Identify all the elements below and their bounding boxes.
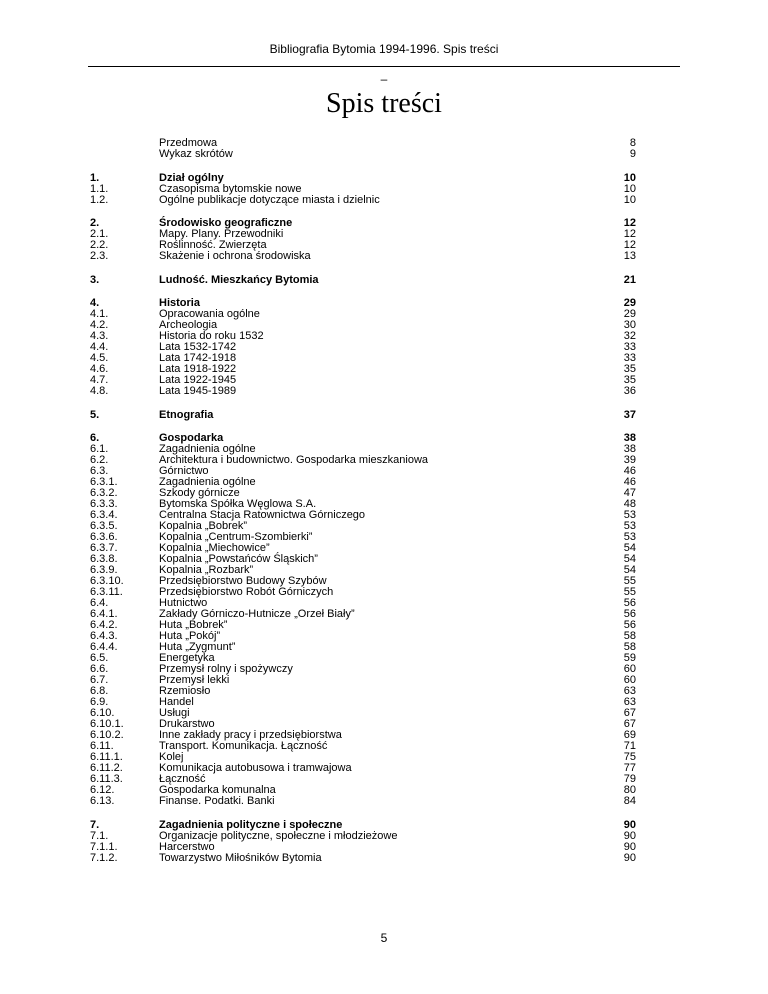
toc-entry-page: 13 [623,250,636,262]
toc-entry-number: 1. [90,171,100,184]
toc-entry-label: Opracowania ogólne [159,308,260,320]
toc-entry-label: Towarzystwo Miłośników Bytomia [159,851,322,864]
toc-entry-label: Łączność [159,773,206,785]
toc-entry-number: 6.2. [90,454,109,466]
toc-entry-label: Przemysł rolny i spożywczy [159,663,293,675]
toc-entry-number: 7.1. [90,829,109,842]
header-rule [88,66,680,67]
toc-entry-number: 6.5. [90,652,109,664]
toc-entry-number: 6.3.4. [90,509,118,521]
toc-entry-label: Zakłady Górniczo-Hutnicze „Orzeł Biały” [159,608,355,620]
toc-entry-page: 60 [623,674,636,686]
toc-entry-row [90,842,636,853]
toc-entry-label: Kopalnia „Powstańców Śląskich” [159,553,318,565]
toc-entry-number: 6.3.11. [90,586,123,598]
toc-section [90,173,636,206]
toc-entry-page: 36 [623,385,636,397]
toc-entry-label: Ogólne publikacje dotyczące miasta i dzielnic [159,193,380,206]
toc-entry-page: 90 [623,829,636,842]
toc-entry-label: Lata 1742-1918 [159,352,237,364]
toc-entry-number: 6.3.8. [90,553,118,565]
toc-entry-label: Huta „Pokój” [159,630,221,642]
toc-entry-page: 90 [623,840,636,853]
toc-entry-page: 80 [623,784,636,796]
toc-chapter-row [90,410,636,421]
toc-entry-label: Dział ogólny [159,171,224,184]
toc-entry-row [90,386,636,397]
toc-entry-label: Kopalnia „Centrum-Szombierki” [159,531,313,543]
toc-entry-page: 38 [623,443,636,455]
toc-entry-page: 48 [623,498,636,510]
toc-entry-page: 53 [623,531,636,543]
toc-entry-label: Rzemiosło [159,685,211,697]
toc-entry-number: 6.3. [90,465,109,477]
toc-entry-label: Kopalnia „Miechowice” [159,542,270,554]
toc-entry-page: 30 [623,319,636,331]
toc-entry-label: Zagadnienia ogólne [159,443,256,455]
toc-section [90,820,636,864]
toc-entry-number: 6.3.1. [90,476,118,488]
toc-entry-page: 63 [623,685,636,697]
toc-entry-number: 7.1.2. [90,851,118,864]
toc-section [90,298,636,397]
toc-entry-number: 6.3.5. [90,520,118,532]
toc-entry-label: Huta „Bobrek” [159,619,228,631]
toc-entry-number: 2. [90,217,100,229]
toc-entry-page: 46 [623,465,636,477]
toc-entry-label: Kopalnia „Rozbark” [159,564,254,576]
toc-entry-page: 37 [623,408,636,421]
toc-entry-number: 6.11.1. [90,751,123,763]
toc-entry-label: Lata 1945-1989 [159,385,237,397]
toc-entry-page: 29 [623,297,636,309]
toc-entry-row [90,831,636,842]
toc-entry-label: Handel [159,696,194,708]
toc-entry-page: 9 [629,148,636,160]
toc-entry-page: 71 [623,740,636,752]
toc-entry-row [90,796,636,807]
toc-entry-page: 77 [623,762,636,774]
toc-entry-page: 55 [623,586,636,598]
toc-entry-page: 33 [623,341,636,353]
toc-entry-label: Organizacje polityczne, społeczne i młodzieżowe [159,829,398,842]
toc-entry-page: 58 [623,630,636,642]
toc-section [90,433,636,807]
toc-entry-label: Komunikacja autobusowa i tramwajowa [159,762,352,774]
toc-entry-label: Wykaz skrótów [159,148,233,160]
toc-entry-page: 53 [623,520,636,532]
toc-entry-page: 29 [623,308,636,320]
toc-entry-label: Kopalnia „Bobrek” [159,520,248,532]
toc-entry-label: Lata 1532-1742 [159,341,237,353]
page-number: 5 [380,931,388,945]
toc-entry-page: 84 [623,795,636,807]
toc-entry-row [90,195,636,206]
toc-entry-page: 35 [623,374,636,386]
toc-entry-page: 63 [623,696,636,708]
header-dash: – [380,72,388,86]
toc-entry-number: 4.1. [90,308,109,320]
toc-entry-number: 4.3. [90,330,109,342]
toc-entry-page: 10 [623,193,636,206]
toc-entry-number: 4.2. [90,319,109,331]
toc-entry-number: 6.13. [90,795,115,807]
toc-entry-number: 2.1. [90,228,109,240]
toc-chapter-row [90,275,636,286]
toc-entry-number: 4.4. [90,341,109,353]
toc-entry-row [90,853,636,864]
toc-entry-label: Przemysł lekki [159,674,230,686]
toc-entry-number: 6.11. [90,740,114,752]
toc-entry-label: Harcerstwo [159,840,215,853]
toc-entry-label: Finanse. Podatki. Banki [159,795,275,807]
toc-entry-page: 54 [623,542,636,554]
toc-entry-label: Zagadnienia ogólne [159,476,256,488]
toc-entry-label: Hutnictwo [159,597,208,609]
toc-section [90,218,636,262]
toc-entry-number: 1.1. [90,182,109,195]
toc-entry-number: 6.10.1. [90,718,124,730]
toc-entry-label: Historia do roku 1532 [159,330,264,342]
toc-entry-number: 6.3.6. [90,531,118,543]
toc-chapter-row [90,820,636,831]
toc-entry-number: 6.10.2. [90,729,124,741]
toc-entry-page: 32 [623,330,636,342]
toc-entry-number: 6.11.3. [90,773,123,785]
toc-entry-label: Szkody górnicze [159,487,240,499]
toc-entry-number: 6.3.2. [90,487,118,499]
page-title: Spis treści [326,88,442,119]
toc-entry-number: 6.12. [90,784,115,796]
toc-entry-label: Huta „Zygmunt” [159,641,236,653]
toc-entry-number: 6.3.10. [90,575,124,587]
toc-entry-label: Przedmowa [159,137,218,149]
toc-entry-page: 10 [623,182,636,195]
toc-entry-page: 75 [623,751,636,763]
toc-entry-page: 90 [623,851,636,864]
toc-entry-number: 4.5. [90,352,109,364]
toc-section [90,275,636,286]
toc-entry-page: 12 [623,228,636,240]
toc-entry-page: 10 [623,171,636,184]
toc-entry-number: 6.10. [90,707,115,719]
toc-entry-number: 6.3.9. [90,564,118,576]
toc-entry-page: 58 [623,641,636,653]
toc-entry-page: 54 [623,564,636,576]
toc-entry-page: 12 [623,239,636,251]
toc-entry-label: Górnictwo [159,465,209,477]
toc-entry-page: 60 [623,663,636,675]
toc-entry-label: Energetyka [159,652,215,664]
toc-entry-page: 35 [623,363,636,375]
toc-entry-page: 21 [623,273,636,286]
toc-entry-label: Historia [159,297,200,309]
toc-entry-number: 6.9. [90,696,109,708]
toc-entry-label: Skażenie i ochrona środowiska [159,250,311,262]
toc-entry-label: Centralna Stacja Ratownictwa Górniczego [159,509,366,521]
toc-entry-page: 59 [623,652,636,664]
toc-entry-number: 6.4.1. [90,608,118,620]
toc-entry-number: 6.7. [90,674,109,686]
toc-entry-page: 12 [623,217,636,229]
toc-entry-label: Kolej [159,751,184,763]
toc-entry-number: 7.1.1. [90,840,118,853]
toc-entry-number: 3. [90,273,100,286]
toc-entry-page: 56 [623,619,636,631]
toc-entry-row [90,184,636,195]
toc-entry-page: 53 [623,509,636,521]
toc-entry-label: Środowisko geograficzne [159,217,293,229]
toc-entry-page: 33 [623,352,636,364]
toc-entry-number: 6.8. [90,685,109,697]
toc-entry-label: Lata 1918-1922 [159,363,237,375]
toc-entry-number: 6.4. [90,597,109,609]
toc-entry-row [90,251,636,262]
toc-entry-page: 79 [623,773,636,785]
toc-entry-page: 67 [623,707,636,719]
toc-entry-label: Roślinność. Zwierzęta [159,239,267,251]
toc-entry-label: Przedsiębiorstwo Robót Górniczych [159,586,334,598]
toc-entry-label: Czasopisma bytomskie nowe [159,182,302,195]
toc-entry-page: 46 [623,476,636,488]
toc-entry-number: 6.1. [90,443,109,455]
toc-entry-label: Transport. Komunikacja. Łączność [159,740,328,752]
toc-entry-page: 56 [623,608,636,620]
toc-entry-label: Drukarstwo [159,718,215,730]
toc-entry-label: Przedsiębiorstwo Budowy Szybów [159,575,327,587]
toc-entry-number: 5. [90,408,100,421]
toc-entry-label: Archeologia [159,319,218,331]
toc-entry-label: Lata 1922-1945 [159,374,237,386]
toc-entry-number: 4. [90,297,100,309]
toc-entry-number: 6.4.4. [90,641,118,653]
toc-entry-page: 90 [623,818,636,831]
toc-entry-label: Gospodarka [159,432,224,444]
running-header: Bibliografia Bytomia 1994-1996. Spis treści [269,42,499,56]
toc-entry-label: Zagadnienia polityczne i społeczne [159,818,343,831]
toc-entry-label: Gospodarka komunalna [159,784,276,796]
toc-section [90,410,636,421]
toc-entry-number: 2.3. [90,250,109,262]
toc-entry-number: 6.4.3. [90,630,118,642]
toc-entry-number: 7. [90,818,100,831]
toc-entry-label: Architektura i budownictwo. Gospodarka mieszkaniowa [159,454,429,466]
toc-entry-page: 56 [623,597,636,609]
toc-entry-label: Usługi [159,707,190,719]
toc-entry-page: 39 [623,454,636,466]
toc-entry-label: Bytomska Spółka Węglowa S.A. [159,498,317,510]
toc-entry-page: 47 [623,487,636,499]
toc-entry-row [90,149,636,160]
toc-entry-label: Inne zakłady pracy i przedsiębiorstwa [159,729,342,741]
toc-entry-page: 69 [623,729,636,741]
toc-entry-page: 38 [623,432,636,444]
toc-entry-number: 6.4.2. [90,619,118,631]
toc-entry-number: 4.6. [90,363,109,375]
toc-entry-number: 6.11.2. [90,762,123,774]
table-of-contents [90,138,636,876]
toc-entry-number: 6.6. [90,663,109,675]
toc-entry-number: 6.3.7. [90,542,118,554]
toc-entry-page: 67 [623,718,636,730]
toc-entry-number: 2.2. [90,239,109,251]
toc-entry-number: 4.7. [90,374,109,386]
toc-entry-page: 8 [629,137,636,149]
toc-entry-label: Etnografia [159,408,214,421]
toc-chapter-row [90,173,636,184]
toc-entry-label: Ludność. Mieszkańcy Bytomia [159,273,319,286]
toc-entry-number: 4.8. [90,385,109,397]
toc-entry-label: Mapy. Plany. Przewodniki [159,228,284,240]
toc-entry-number: 1.2. [90,193,109,206]
toc-section [90,138,636,160]
toc-entry-number: 6. [90,432,100,444]
toc-entry-page: 54 [623,553,636,565]
toc-entry-page: 55 [623,575,636,587]
toc-entry-number: 6.3.3. [90,498,118,510]
